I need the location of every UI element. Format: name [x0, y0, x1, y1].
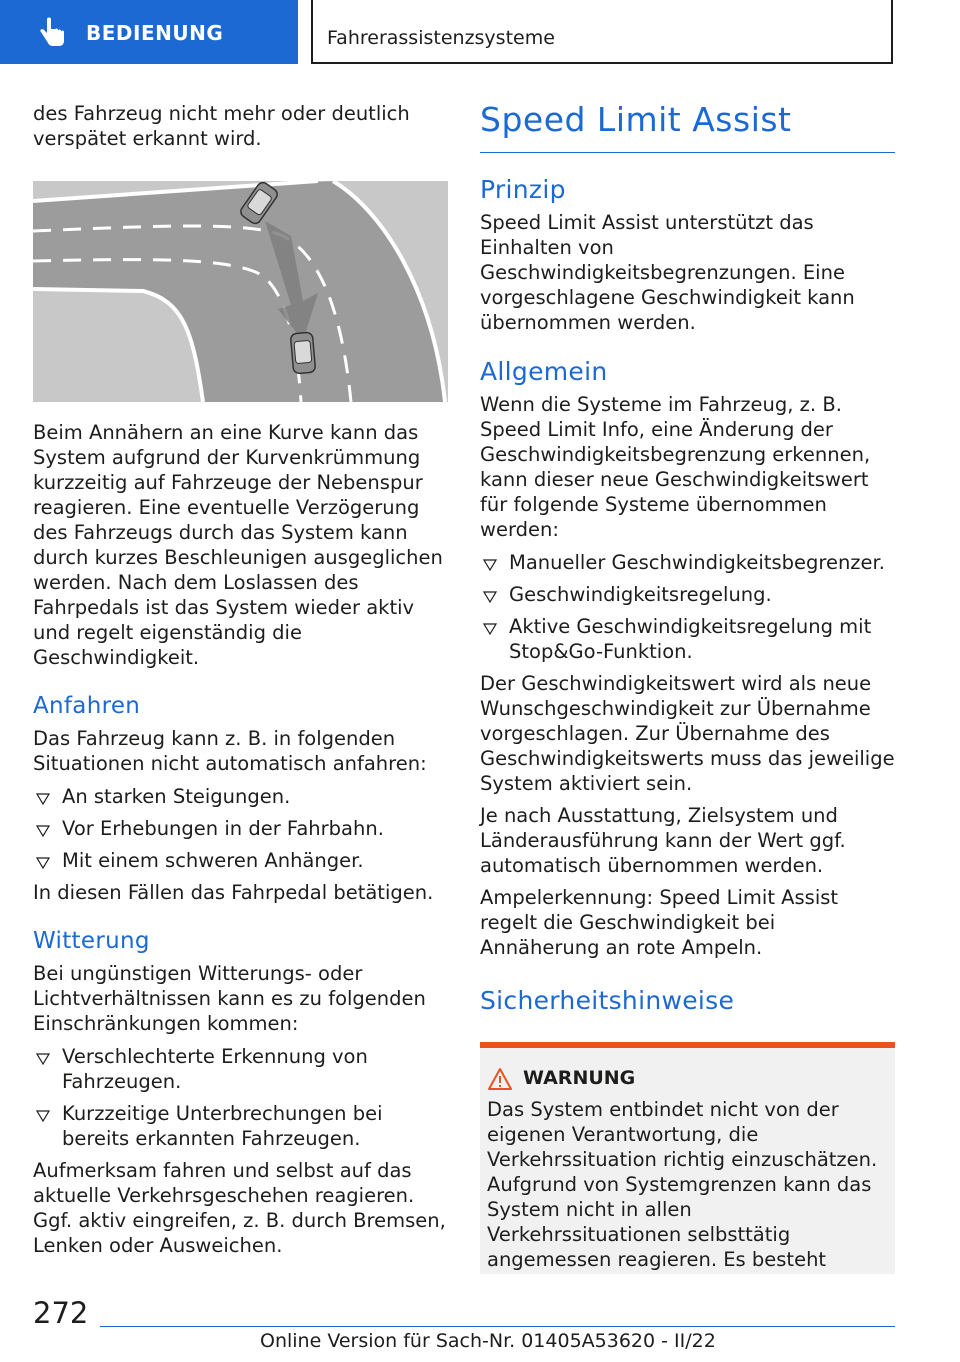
triangle-bullet-icon [483, 559, 497, 571]
allgemein-list [480, 550, 895, 664]
footer-text: Online Version für Sach-Nr. 01405A53620 - II/22 [260, 1330, 716, 1352]
triangle-bullet-icon [36, 857, 50, 869]
list-item [33, 848, 448, 873]
triangle-bullet-icon [483, 623, 497, 635]
anfahren-text: Das Fahrzeug kann z. B. in folgenden Situationen nicht automatisch anfahren: [33, 727, 427, 775]
warning-triangle-icon [487, 1067, 513, 1091]
page-title: Speed Limit Assist [480, 96, 895, 153]
anfahren-after: In diesen Fällen das Fahrpedal betätigen. [33, 881, 434, 904]
list-item-text: Mit einem schweren Anhänger. [62, 849, 364, 872]
chapter-header [311, 0, 893, 64]
section-tab-label: BEDIENUNG [86, 21, 224, 45]
prinzip-text: Speed Limit Assist unterstützt das Einhalten von Geschwindigkeitsbegrenzungen. Eine vorgeschlagene Geschwindigkeit kann übernommen werden. [480, 211, 855, 334]
list-item [33, 1044, 448, 1094]
triangle-bullet-icon [483, 591, 497, 603]
list-item-text: Verschlechterte Erkennung von Fahrzeugen. [62, 1045, 368, 1093]
allgemein-p2: Je nach Ausstattung, Zielsystem und Länderausführung kann der Wert ggf. automatisch übernommen werden. [480, 804, 846, 877]
left-column [33, 101, 448, 1258]
page-number: 272 [33, 1296, 89, 1330]
warning-title [487, 1066, 888, 1091]
heading-allgemein: Allgemein [480, 357, 608, 386]
right-column [480, 96, 895, 1274]
triangle-bullet-icon [36, 793, 50, 805]
witterung-after: Aufmerksam fahren und selbst auf das aktuelle Verkehrsgeschehen reagieren. Ggf. aktiv eingreifen, z. B. durch Bremsen, Lenken oder Ausweichen. [33, 1159, 446, 1257]
list-item [33, 816, 448, 841]
curve-illustration [33, 181, 448, 402]
list-item-text: Aktive Geschwindigkeitsregelung mit Stop&Go-Funktion. [509, 615, 872, 663]
heading-prinzip: Prinzip [480, 175, 566, 204]
allgemein-p3: Ampelerkennung: Speed Limit Assist regelt die Geschwindigkeit bei Annäherung an rote Ampeln. [480, 886, 839, 959]
list-item-text: Manueller Geschwindigkeitsbegrenzer. [509, 551, 885, 574]
heading-witterung: Witterung [33, 928, 150, 954]
list-item [33, 784, 448, 809]
triangle-bullet-icon [36, 1053, 50, 1065]
list-item-text: Kurzzeitige Unterbrechungen bei bereits erkannten Fahrzeugen. [62, 1102, 383, 1150]
heading-anfahren: Anfahren [33, 693, 141, 719]
curve-description: Beim Annähern an eine Kurve kann das System aufgrund der Kurvenkrümmung kurzzeitig auf Fahrzeuge der Nebenspur reagieren. Eine eventuelle Verzögerung des Fahrzeugs durch das System kann durch kurzes Beschleunigen ausgeglichen werden. Nach dem Loslassen des Fahrpedals ist das System wieder aktiv und regelt eigenständig die Geschwindigkeit. [33, 421, 443, 669]
allgemein-text: Wenn die Systeme im Fahrzeug, z. B. Speed Limit Info, eine Änderung der Geschwindigkeitsbegrenzung erkennen, kann dieser neue Geschwindigkeitswert für folgende Systeme übernommen werden: [480, 393, 871, 541]
list-item-text: Vor Erhebungen in der Fahrbahn. [62, 817, 384, 840]
witterung-list [33, 1044, 448, 1151]
allgemein-p1: Der Geschwindigkeitswert wird als neue Wunschgeschwindigkeit zur Übernahme vorgeschlagen. Zur Übernahme des Geschwindigkeitswerts muss das jeweilige System aktiviert sein. [480, 672, 895, 795]
curve-road-graphic [33, 181, 448, 402]
triangle-bullet-icon [36, 825, 50, 837]
list-item [480, 550, 895, 575]
list-item-text: Geschwindigkeitsregelung. [509, 583, 772, 606]
heading-sicherheitshinweise: Sicherheitshinweise [480, 986, 735, 1015]
hand-pointer-icon [34, 16, 68, 50]
warning-label: WARNUNG [523, 1067, 636, 1089]
warning-box [480, 1042, 895, 1274]
warning-text: Das System entbindet nicht von der eigenen Verantwortung, die Verkehrssituation richtig einzuschätzen. Aufgrund von Systemgrenzen kann das System nicht in allen Verkehrssituationen selbsttätig angemessen reagieren. Es besteht [487, 1098, 878, 1271]
list-item-text: An starken Steigungen. [62, 785, 291, 808]
intro-text: des Fahrzeug nicht mehr oder deutlich verspätet erkannt wird. [33, 102, 410, 150]
witterung-text: Bei ungünstigen Witterungs- oder Lichtverhältnissen kann es zu folgenden Einschränkungen kommen: [33, 962, 426, 1035]
section-tab[interactable] [0, 0, 298, 64]
anfahren-list [33, 784, 448, 873]
list-item [33, 1101, 448, 1151]
chapter-title: Fahrerassistenzsysteme [327, 27, 555, 49]
list-item [480, 582, 895, 607]
list-item [480, 614, 895, 664]
footer-rule [100, 1326, 895, 1327]
triangle-bullet-icon [36, 1110, 50, 1122]
